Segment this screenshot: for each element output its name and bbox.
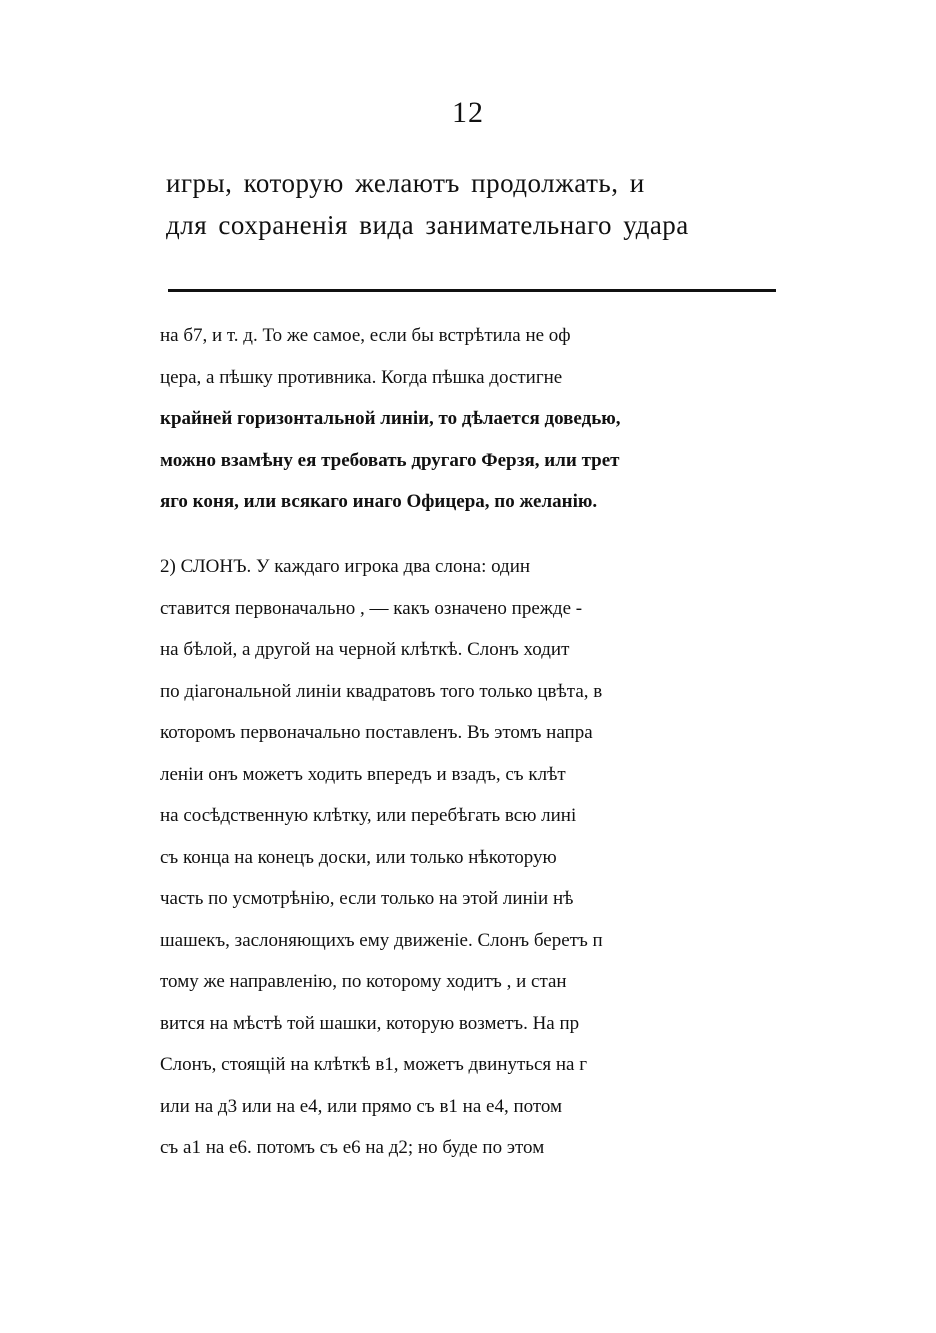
main-text-line: ставится первоначально , — какъ означено прежде - xyxy=(160,597,583,619)
top-text xyxy=(166,162,778,245)
top-text-line: игры, которую желаютъ продолжать, и xyxy=(166,168,645,198)
main-text-line: съ конца на конецъ доски, или только нѣкоторую xyxy=(160,846,557,868)
footnote-line: на б7, и т. д. То же самое, если бы встрѣтила не оф xyxy=(160,325,571,346)
main-text-line: съ а1 на е6. потомъ съ е6 на д2; но буде по этом xyxy=(160,1137,545,1158)
footnote-line: яго коня, или всякаго инаго Офицера, по желанію. xyxy=(160,491,598,512)
main-text-line: на сосѣдственную клѣтку, или перебѣгать всю лині xyxy=(160,805,577,826)
main-text-line: на бѣлой, а другой на черной клѣткѣ. Слонъ ходит xyxy=(160,639,570,660)
footnote-line: можно взамѣну ея требовать другаго Ферзя, или трет xyxy=(160,449,620,471)
main-text-line: часть по усмотрѣнію, если только на этой линіи нѣ xyxy=(160,888,574,909)
main-text-line: или на д3 или на е4, или прямо съ в1 на е4, потом xyxy=(160,1095,563,1117)
footnote-line: цера, а пѣшку противника. Когда пѣшка достигне xyxy=(160,366,563,388)
main-text-line: 2) СЛОНЪ. У каждаго игрока два слона: один xyxy=(160,556,531,577)
main-text-line: вится на мѣстѣ той шашки, которую возметъ. На пр xyxy=(160,1012,580,1034)
main-text-line: Слонъ, стоящій на клѣткѣ в1, можетъ двинуться на г xyxy=(160,1054,588,1075)
footnote-rule xyxy=(168,289,776,292)
footnote xyxy=(160,315,780,523)
main-text-line: леніи онъ можетъ ходить впередъ и взадъ, съ клѣт xyxy=(160,763,566,785)
main-text-line: по діагональной линіи квадратовъ того только цвѣта, в xyxy=(160,680,603,702)
page-number: 12 xyxy=(452,96,484,129)
main-text-line: шашекъ, заслоняющихъ ему движеніе. Слонъ беретъ п xyxy=(160,929,603,951)
footnote-line: крайней горизонтальной линіи, то дѣлается доведью, xyxy=(160,408,621,429)
main-text xyxy=(160,546,780,1169)
main-text-line: которомъ первоначально поставленъ. Въ этомъ напра xyxy=(160,722,593,743)
main-text-line: тому же направленію, по которому ходитъ , и стан xyxy=(160,971,567,992)
top-text-line: для сохраненія вида занимательнаго удара xyxy=(166,209,689,240)
